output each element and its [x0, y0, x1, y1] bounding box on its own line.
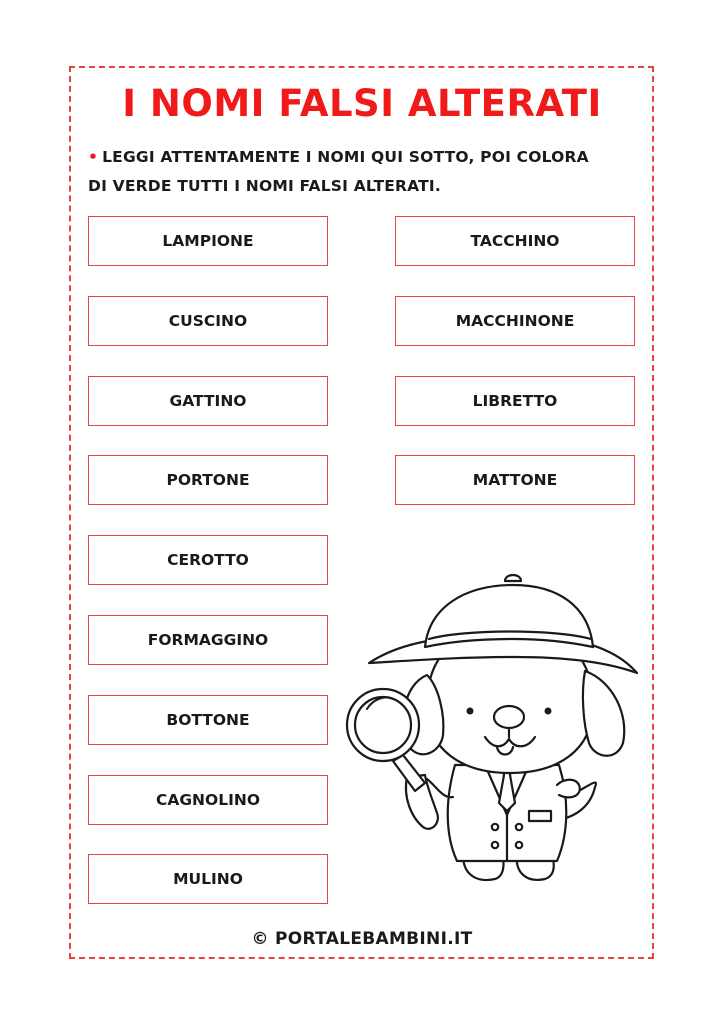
footer-credit: © PORTALEBAMBINI.IT — [251, 929, 473, 949]
instruction-text-1: LEGGI ATTENTAMENTE I NOMI QUI SOTTO, POI COLORA — [102, 148, 589, 166]
word-label: MULINO — [173, 870, 243, 888]
instruction-line-1 — [88, 143, 648, 172]
word-box[interactable] — [88, 695, 328, 745]
detective-dog-icon — [345, 565, 640, 895]
word-label: CEROTTO — [167, 551, 249, 569]
instructions — [88, 143, 648, 201]
word-box[interactable] — [88, 775, 328, 825]
word-label: MACCHINONE — [455, 312, 575, 330]
word-box[interactable] — [88, 854, 328, 904]
word-box[interactable] — [395, 376, 635, 426]
word-label: PORTONE — [166, 471, 250, 489]
page-title: I NOMI FALSI ALTERATI — [122, 82, 602, 125]
word-label: CUSCINO — [168, 312, 248, 330]
word-label: MATTONE — [472, 471, 558, 489]
word-box[interactable] — [88, 535, 328, 585]
instruction-text-2: DI VERDE TUTTI I NOMI FALSI ALTERATI. — [88, 177, 441, 195]
bullet-icon: • — [88, 148, 99, 166]
word-box[interactable] — [88, 296, 328, 346]
word-box[interactable] — [88, 216, 328, 266]
word-box[interactable] — [395, 455, 635, 505]
word-box[interactable] — [88, 455, 328, 505]
word-label: FORMAGGINO — [147, 631, 269, 649]
word-label: GATTINO — [169, 392, 247, 410]
word-box[interactable] — [395, 216, 635, 266]
word-box[interactable] — [88, 376, 328, 426]
word-label: LAMPIONE — [162, 232, 254, 250]
word-box[interactable] — [395, 296, 635, 346]
word-box[interactable] — [88, 615, 328, 665]
word-label: CAGNOLINO — [155, 791, 261, 809]
word-label: BOTTONE — [166, 711, 250, 729]
word-label: LIBRETTO — [472, 392, 558, 410]
word-label: TACCHINO — [470, 232, 560, 250]
